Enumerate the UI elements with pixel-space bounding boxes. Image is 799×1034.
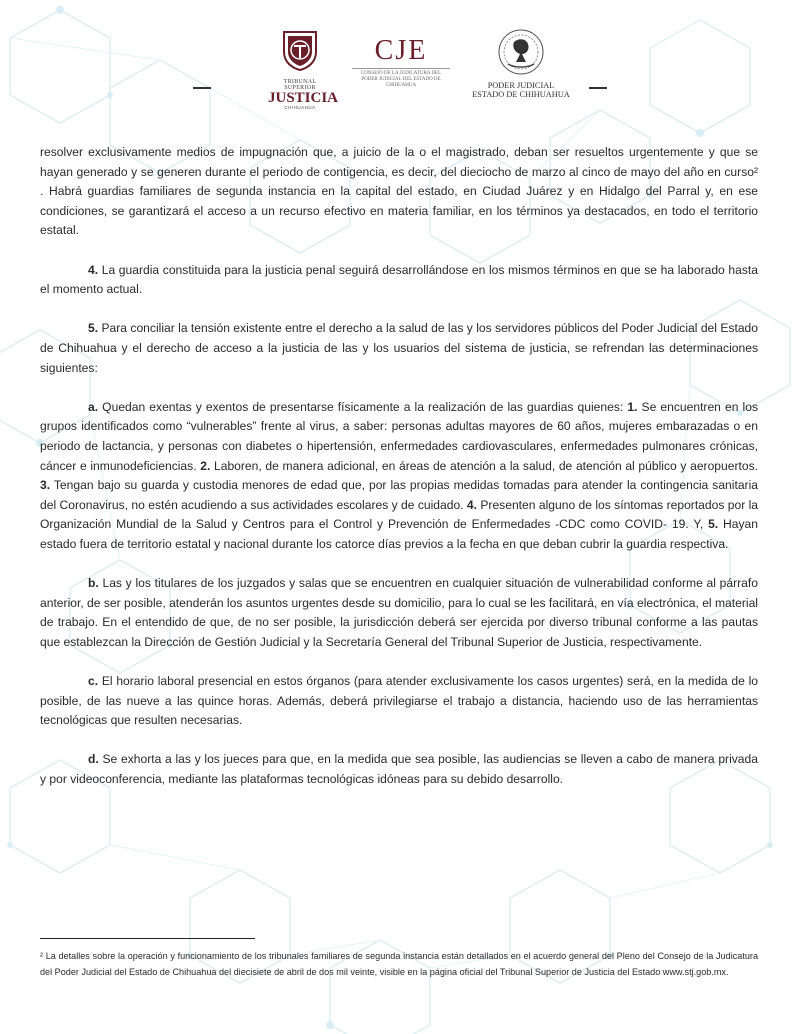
item-number: 2. (200, 458, 211, 473)
paragraph-c (40, 672, 758, 731)
paragraph-number: 5. (88, 321, 99, 336)
footnote: ² La detalles sobre la operación y funcionamiento de los tribunales familiares de segunda instancia están detallados en el acuerdo general del Pleno del Consejo de la Judicatura del Poder Judicial del Estado de Chihuahua del diecisiete de abril de dos mil veinte, visible en la página oficial del Tribunal Superior de Justicia del Estado www.stj.gob.mx. (40, 951, 758, 977)
tsj-line3: CHIHUAHUA (284, 105, 316, 110)
cje-rule (352, 68, 450, 69)
paragraph-continuation (40, 143, 758, 241)
item-label: d. (88, 752, 99, 767)
cje-mark: CJE (374, 35, 428, 66)
tsj-line2: JUSTICIA (268, 90, 339, 106)
header-right-dash (589, 87, 607, 89)
paragraph-text: Presenten alguno de los síntomas reportados por la Organización Mundial de la Salud y Centros para el Control y Prevención de Enfermedades -CDC como COVID- 19. Y, (40, 497, 759, 532)
pj-line2: ESTADO DE CHIHUAHUA (472, 90, 570, 99)
header-left-dash (193, 87, 211, 89)
coat-of-arms-icon (496, 28, 546, 76)
item-number: 4. (466, 497, 477, 512)
paragraph-text: Para conciliar la tensión existente entre el derecho a la salud de las y los servidores públicos del Poder Judicial del Estado de Chihuahua y el derecho de acceso a la justicia de las y los usuarios del sistema de justicia, se refrendan las determinaciones siguientes: (40, 321, 758, 375)
paragraph-text: El horario laboral presencial en estos órganos (para atender exclusivamente los casos urgentes) será, en la medida de lo posible, de las nueve a las quince horas. Además, deberá privilegiarse el trabajo a distancia, haciendo uso de las herramientas tecnológicas que resulten necesarias. (40, 674, 758, 728)
paragraph-text: Tengan bajo su guarda y custodia menores de edad que, por las propias medidas tomadas para atender la contingencia sanitaria del Coronavirus, no estén acudiendo a sus actividades escolares y de cuidado. (40, 478, 758, 512)
paragraph-b (40, 574, 758, 652)
paragraph-a (40, 398, 758, 555)
pj-line1: PODER JUDICIAL (487, 81, 555, 90)
tsj-shield-icon (278, 28, 322, 72)
paragraph-5 (40, 319, 758, 378)
document-header (0, 25, 799, 110)
cje-sub2: PODER JUDICIAL DEL ESTADO DE CHIHUAHUA (361, 77, 441, 88)
paragraph-text: Hayan estado fuera de territorio estatal y nacional durante los catorce días previos a la fecha en que deban cubrir la guardia respectiva. (40, 517, 758, 551)
document-body (40, 143, 758, 790)
item-label: a. (88, 399, 99, 414)
paragraph-text: Laboren, de manera adicional, en áreas de atención a la salud, de atención al público y aeropuertos. (210, 458, 758, 473)
paragraph-number: 4. (88, 262, 99, 277)
footnote-divider (40, 938, 255, 939)
item-number: 1. (627, 399, 638, 414)
item-number: 5. (708, 517, 719, 532)
item-label: b. (88, 576, 99, 591)
tsj-line1: TRIBUNAL SUPERIOR (283, 79, 317, 91)
cje-logo (346, 36, 456, 89)
paragraph-text: Se exhorta a las y los jueces para que, en la medida que sea posible, las audiencias se lleven a cabo de manera privada y por videoconferencia, mediante las plataformas tecnológicas idóneas para su debido desarrollo. (40, 752, 758, 786)
paragraph-d (40, 750, 758, 789)
paragraph-text: La guardia constituida para la justicia penal seguirá desarrollándose en los mismos términos en que se ha laborado hasta el momento actual. (40, 262, 758, 297)
paragraph-text: Las y los titulares de los juzgados y salas que se encuentren en cualquier situación de vulnerabilidad conforme al párrafo anterior, de ser posible, atenderán los asuntos urgentes desde su domicilio, para lo cual se les facilitará, en vía electrónica, el material de trabajo. En el entendido de que, de no ser posible, la jurisdicción deberá ser ejercida por diverso tribunal conforme a las pautas que establezcan la Dirección de Gestión Judicial y la Secretaría General del Tribunal Superior de Justicia, respectivamente. (40, 576, 758, 649)
tsj-logo (268, 28, 339, 110)
paragraph-text: Se encuentren en los grupos identificados como “vulnerables” frente al virus, a saber: personas adultas mayores de 60 años, mujeres embarazadas o en periodo de lactancia, y personas con diabetes o hipertensión, enfermedades cardiovasculares, enfermedades pulmonares crónicas, cáncer e inmunodeficiencias. (40, 399, 758, 473)
item-number: 3. (40, 478, 51, 493)
paragraph-4 (40, 261, 758, 300)
item-label: c. (88, 674, 99, 689)
paragraph-text: Quedan exentas y exentos de presentarse físicamente a la realización de las guardias quienes: (98, 399, 628, 414)
paragraph-text: resolver exclusivamente medios de impugnación que, a juicio de la o el magistrado, deban ser resueltos urgentemente y que se hayan generado y se generen durante el periodo de contigencia, es decir, del dieciocho de marzo al cinco de mayo del año en curso² . Habrá guardias familiares de segunda instancia en la capital del estado, en Ciudad Juárez y en Hidalgo del Parral y, en ese condiciones, se garantizará el acceso a un recurso efectivo en materia familiar, en los términos ya destacados, en todo el territorio estatal. (40, 145, 758, 238)
pj-logo (466, 28, 576, 99)
cje-sub1: CONSEJO DE LA JUDICATURA DEL (360, 71, 442, 76)
